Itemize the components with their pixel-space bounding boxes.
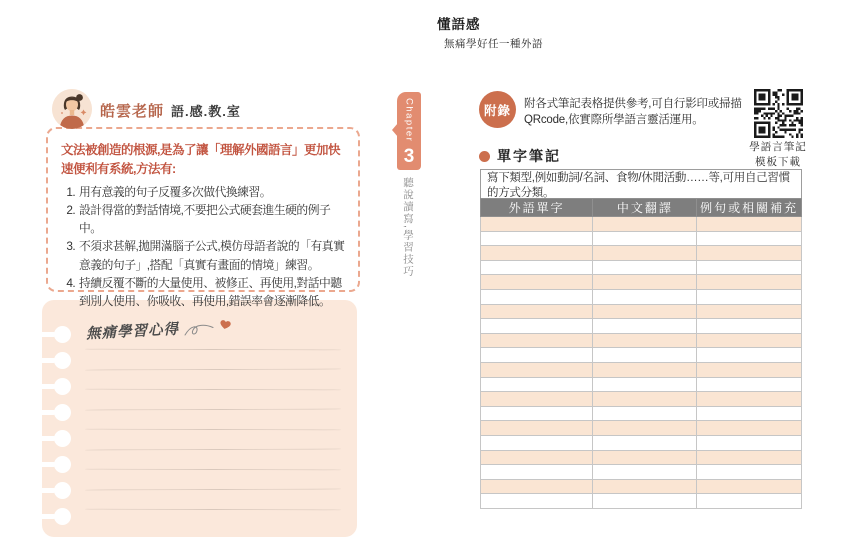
table-cell [593,479,697,494]
table-cell [593,421,697,436]
table-cell [593,392,697,407]
teacher-avatar [52,89,92,129]
table-row [481,421,802,436]
table-cell [593,348,697,363]
heart-icon [219,320,231,330]
table-cell [593,319,697,334]
table-cell [481,450,593,465]
table-cell [481,377,593,392]
notebook-line [85,349,341,351]
table-row [481,494,802,509]
table-cell [593,377,697,392]
table-cell [697,450,802,465]
binder-hole [54,378,71,395]
table-cell [593,217,697,232]
teacher-name: 皓雲老師 [100,103,165,120]
table-cell [481,494,593,509]
notebook-line [85,408,341,410]
table-row [481,392,802,407]
table-row [481,231,802,246]
table-row [481,304,802,319]
table-row [481,260,802,275]
section-bullet-icon [479,151,490,162]
table-cell [697,275,802,290]
table-cell [697,246,802,261]
tips-item-2: 2. 設計得當的對話情境,不要把公式硬套進生硬的例子中。 [78,201,346,238]
binder-hole [54,404,71,421]
table-cell [697,406,802,421]
notebook-line [85,448,341,450]
notebook-line [85,469,341,471]
table-cell [697,421,802,436]
table-cell [593,465,697,480]
table-cell [593,231,697,246]
notebook-line [85,389,341,391]
col-chinese-translation: 中文翻譯 [593,199,697,217]
grammar-tips-box [46,127,360,309]
table-row [481,319,802,334]
notebook-title: 無痛學習心得 [85,321,180,342]
table-cell [481,231,593,246]
table-row [481,450,802,465]
table-cell [593,289,697,304]
table-cell [593,435,697,450]
qr-caption-line1: 學語言筆記 [749,142,807,153]
table-cell [481,304,593,319]
table-cell [481,217,593,232]
table-cell [697,260,802,275]
table-cell [697,465,802,480]
table-hint: 寫下類型,例如動詞/名詞、食物/休閒活動……等,可用自己習慣的方式分類。 [480,169,802,203]
qr-caption-line2: 模板下載 [755,156,801,168]
binder-hole [54,326,71,343]
table-cell [481,406,593,421]
table-cell [697,377,802,392]
table-cell [593,494,697,509]
table-cell [481,435,593,450]
table-row [481,465,802,480]
table-cell [481,465,593,480]
qr-code [754,89,803,138]
table-cell [593,304,697,319]
table-cell [593,260,697,275]
notebook-title-wrap [86,318,235,342]
chapter-number: 3 [403,146,415,167]
table-cell [481,362,593,377]
appendix-note: 附各式筆記表格提供參考,可自行影印或掃描QRcode,依實際所學語言靈活運用。 [524,98,742,127]
table-header-row [481,199,802,217]
table-cell [697,289,802,304]
binder-hole [54,456,71,473]
book-title: 懂語感 [437,17,481,32]
notebook-line [85,368,341,370]
table-cell [697,392,802,407]
chapter-caption: 聽說讀寫,學習技巧 [402,177,414,278]
table-cell [697,479,802,494]
notebook-line [85,429,341,431]
table-cell [481,260,593,275]
tips-item-1: 1. 用有意義的句子反覆多次做代換練習。 [78,183,346,201]
swirl-heart-icon [183,318,235,342]
vocab-table [480,198,802,509]
table-cell [593,406,697,421]
binder-hole [54,508,71,525]
table-row [481,333,802,348]
tips-item-4: 4. 持續反覆不斷的大量使用、被修正、再使用,對話中聽到別人使用、你吸收、再使用,錯誤率會逐漸降低。 [78,274,346,311]
binder-hole [54,430,71,447]
table-cell [697,231,802,246]
col-example-notes: 例句或相關補充 [697,199,802,217]
tips-item-3: 3. 不須求甚解,拋開滿腦子公式,模仿母語者說的「有真實意義的句子」,搭配「真實有畫面的情境」練習。 [78,237,346,274]
table-cell [481,319,593,334]
chapter-tab-notch [392,123,398,137]
table-cell [697,304,802,319]
table-row [481,479,802,494]
teacher-classroom-label: 語.感.教.室 [171,104,241,119]
table-cell [593,362,697,377]
table-row [481,406,802,421]
table-cell [593,275,697,290]
table-cell [697,217,802,232]
table-cell [697,319,802,334]
teacher-avatar-illustration [52,89,92,129]
table-cell [697,494,802,509]
tips-intro: 文法被創造的根源,是為了讓「理解外國語言」更加快速便利有系統,方法有: [61,143,340,176]
qr-caption [745,141,811,170]
table-row [481,377,802,392]
table-row [481,275,802,290]
section-title: 單字筆記 [497,148,561,164]
table-cell [481,246,593,261]
table-cell [481,275,593,290]
notebook-line [85,488,341,490]
table-cell [593,246,697,261]
table-cell [481,421,593,436]
chapter-tab [397,92,421,170]
col-foreign-word: 外語單字 [481,199,593,217]
table-row [481,289,802,304]
chapter-label: Chapter [403,98,415,143]
table-cell [697,333,802,348]
table-row [481,246,802,261]
binder-hole [54,352,71,369]
table-cell [697,348,802,363]
notebook-line [85,509,341,511]
table-cell [697,435,802,450]
notes-notebook [42,300,357,537]
table-cell [593,333,697,348]
tips-list [61,183,346,311]
table-cell [481,348,593,363]
table-row [481,362,802,377]
table-cell [481,479,593,494]
table-cell [593,450,697,465]
table-cell [481,289,593,304]
teacher-title [100,100,241,121]
table-cell [697,362,802,377]
table-row [481,435,802,450]
section-head [479,146,561,166]
running-head [437,13,543,51]
book-subtitle: 無痛學好任一種外語 [444,39,543,50]
table-cell [481,333,593,348]
appendix-badge: 附錄 [479,91,516,128]
binder-hole [54,482,71,499]
table-row [481,217,802,232]
table-row [481,348,802,363]
table-cell [481,392,593,407]
